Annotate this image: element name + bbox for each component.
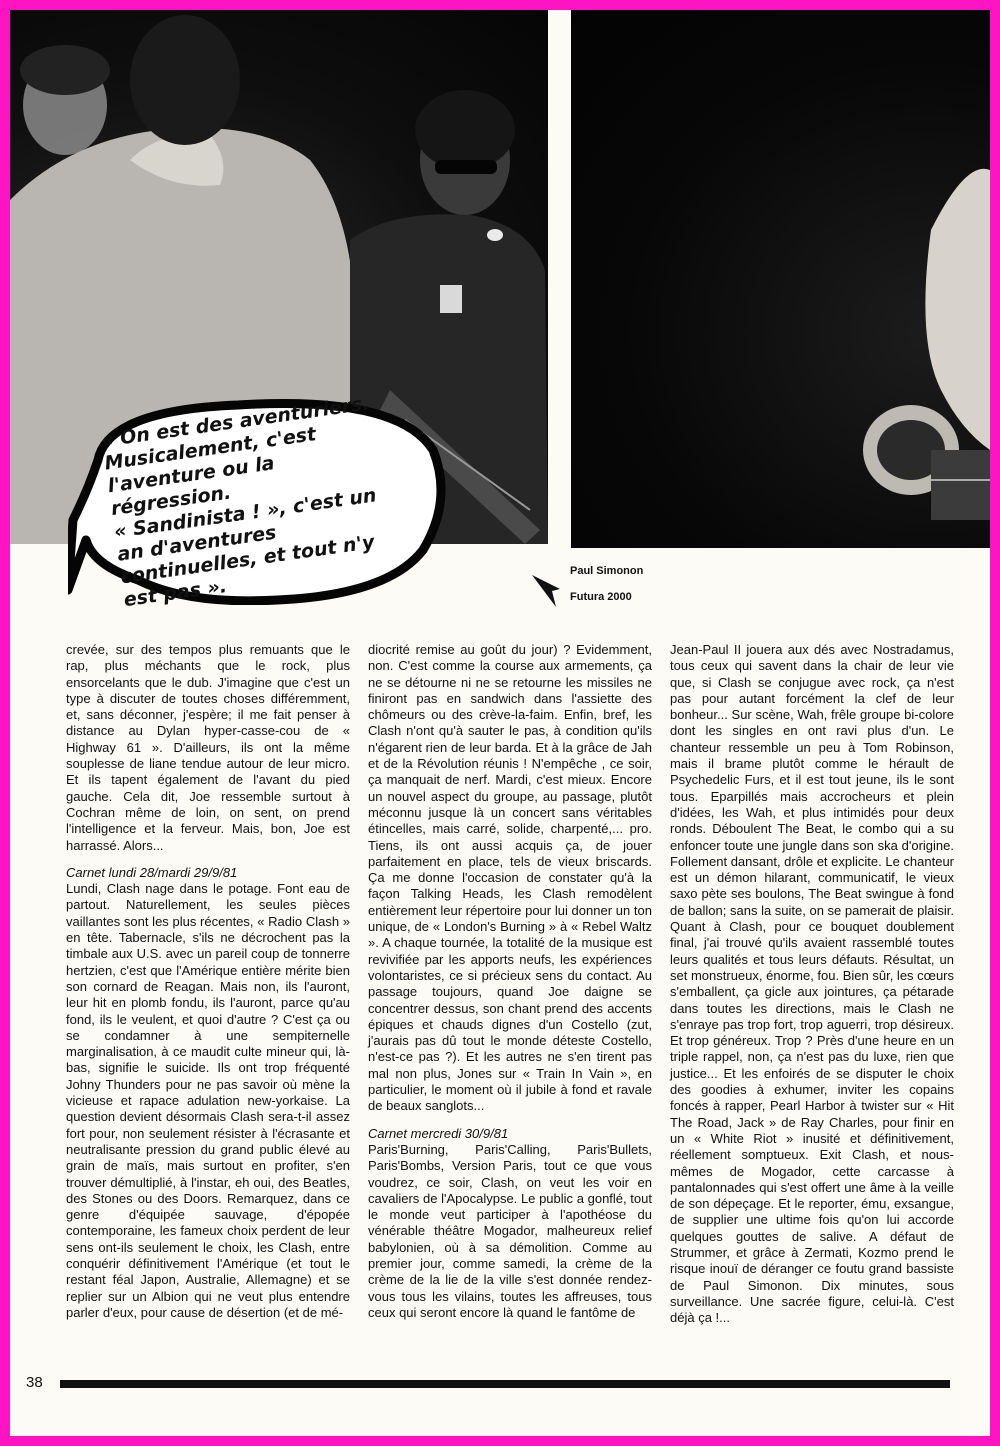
text-column-3 <box>670 642 954 1337</box>
magazine-page <box>10 10 990 1436</box>
paragraph: Paris'Burning, Paris'Calling, Paris'Bullets, Paris'Bombs, Version Paris, tout ce que vous voudrez, ce soir, Clash, on veut les voir en cavaliers de l'Apocalypse. Le public a gonflé, tout le monde veut participer à l'apothéose du vénérable théâtre Mogador, malheureux relief babylonien, où à sa démolition. Comme au premier jour, comme samedi, la crème de la crème de la lie de la ville s'est donnée rendez-vous tous les vilains, toutes les affreuses, tous ceux qui seront encore là quand le fantôme de <box>368 1141 652 1320</box>
photo-right-silhouettes <box>571 10 990 548</box>
photo-caption <box>570 558 643 610</box>
paragraph: diocrité remise au goût du jour) ? Evidemment, non. C'est comme la course aux armements, ça ne se détourne ni ne se retourne les missiles ne finiront pas en sandwich dans l'assiette des chômeurs ou des crève-la-faim. Enfin, bref, les Clash n'ont qu'à sauter le pas, à condition qu'ils n'égarent rien de leur barda. Et à la grâce de Jah et de la Révolution réunis ! N'empêche , ce soir, ça manquait de nerf. Mardi, c'est mieux. Encore un nouvel aspect du groupe, au passage, plutôt méconnu jusque là un concert sans véritables étincelles, mais carré, solide, charpenté,... pro. Tiens, ils ont aussi acquis ça, de jouer parfaitement en place, tels de vieux briscards. Ça me donne l'occasion de constater qu'à la façon Talking Heads, les Clash remodèlent entièrement leur répertoire pour lui donner un ton unique, de « London's Burning » à « Rebel Waltz ». A chaque tournée, la totalité de la musique est revivifiée par les apports neufs, les expériences volontaristes, ce si précieux sens du contact. Au passage toujours, quand Joe daigne se concentrer dessus, son chant prend des accents épiques et chauds dignes d'un Costello (zut, j'aurais pas dû tout le monde déteste Costello, n'est-ce pas ?). Et les autres ne s'en tirent pas mal non plus, Jones sur « Train In Vain », en particulier, le moment où il jubile à fond et ravale de beaux sanglots... <box>368 642 652 1114</box>
text-column-1 <box>66 642 350 1332</box>
quote-speech-bubble <box>68 390 448 612</box>
footer-rule <box>60 1380 950 1388</box>
caption-arrow-icon <box>530 573 566 609</box>
carnet-heading: Carnet lundi 28/mardi 29/9/81 <box>66 864 238 880</box>
photo-right-bassist <box>571 10 990 548</box>
carnet-heading: Carnet mercredi 30/9/81 <box>368 1125 509 1141</box>
pull-quote: « On est des aventuriers. Musicalement, c'est l'aventure ou la régression. « Sandinista ! », c'est un an d'aventures continuelles, et tout n'y est pas ». <box>100 392 378 612</box>
caption-name-2: Futura 2000 <box>570 591 632 603</box>
paragraph: crevée, sur des tempos plus remuants que le rap, plus méchants que le rock, plus ensorcelants que le dub. J'imagine que c'est un type à discuter de toutes choses différemment, et, sans déconner, j'espère; il me fait penser à distance au Dylan hyper-casse-cou de « Highway 61 ». D'ailleurs, ils ont la même souplesse de liane tendue autour de leur micro. Et ils tapent également de l'avant du pied gauche. Cela dit, Joe ressemble surtout à Cochran même de loin, on sent, on prend l'intelligence et la ferveur. Mais, bon, Joe est harrassé. Alors... <box>66 642 350 853</box>
caption-name-1: Paul Simonon <box>570 565 644 577</box>
text-column-2 <box>368 642 652 1332</box>
paragraph: Jean-Paul II jouera aux dés avec Nostradamus, tous ceux qui savent dans la chair de leur vie que, si Clash se conjugue avec rock, ça n'est pas pour autant forcément la clef de leur bonheur... Sur scène, Wah, frêle groupe bi-colore dont les singles en ont ravi plus d'un. Le chanteur ressemble un peu à Tom Robinson, mais il brame plutôt comme le hérault de Psychedelic Furs, et il est tout jeune, ils le sont tous. Eparpillés mais accrocheurs et plein d'idées, les Wah, et plus intimidés pour deux ronds. Déboulent The Beat, le combo qui a su enfoncer toute une jungle dans son ska d'origine. Follement dansant, drôle et explicite. Le chanteur est un démon hilarant, communicatif, le vieux saxo pète ses boulons, The Beat swingue à fond de ballon; sans la suite, on se pamerait de plaisir. Quant à Clash, pour ce bouquet doublement final, j'ai trouvé qu'ils avaient rassemblé toutes leurs qualités et tous leurs défauts. Résultat, un set monstrueux, énorme, fou. Bien sûr, les cœurs s'emballent, ça gicle aux jointures, ça pétarade dans toutes les directions, mais le Clash ne s'enraye pas trop fort, trop aguerri, trop désireux. Et trop généreux. Trop ? Près d'une heure en un triple rappel, non, ça n'est pas du luxe, rien que justice... Et les enfoirés de se disputer le choix des goodies à exhumer, inviter les copains foncés à rapper, Pearl Harbor à twister sur « Hit The Road, Jack » de Ray Charles, pour finir en un « White Riot » inusité et définitivement, réellement somptueux. Exit Clash, et nous-mêmes de Mogador, cette carcasse à pantalonnades qui s'est offert une âme à la veille de son dépeçage. Et le reporter, ému, exsangue, de supplier une ultime fois qu'on lui accorde quelques gouttes de salive. A défaut de Strummer, et grâce à Zermati, Kozmo prend le risque inouï de déranger ce foutu grand bassiste de Paul Simonon. Dix minutes, sous surveillance. Une sacrée figure, celui-là. C'est déjà ça !... <box>670 642 955 1326</box>
page-number: 38 <box>26 1374 43 1391</box>
paragraph: Lundi, Clash nage dans le potage. Font eau de partout. Naturellement, les seules pièces vaillantes sont les plus récentes, « Radio Clash » en tête. Tabernacle, s'ils ne décrochent pas la timbale aux U.S. avec un pareil coup de tonnerre hertzien, c'est que l'Amérique entière mérite bien son cornard de Reagan. Mais non, ils l'auront, leur hit en plomb fondu, ils l'auront, parce qu'au fond, ils le veulent, et quoi d'autre ? C'est ça ou se condamner à une sempiternelle marginalisation, à ce maudit culte mineur qui, là-bas, signifie le suicide. Ils ont trop fréquenté Johny Thunders pour ne pas savoir où mène la vicieuse et rapace adulation new-yorkaise. La question devient désormais Clash sera-t-il assez fort pour, non seulement résister à l'écrasante et neutralisante pression du grand public élevé au grain de maïs, mais surtout en profiter, s'en trouver démultiplié, à l'instar, eh oui, des Beatles, des Stones ou des Doors. Remarquez, dans ce genre d'équipée sauvage, d'épopée contemporaine, les fameux choix perdent de leur sens ont-ils seulement le choix, les Clash, entre conquérir définitivement l'Amérique (et tout le restant féal Japon, Australie, Allemagne) et se replier sur un Albion qui ne veut plus entendre parler d'eux, pour cause de désertion (et de mé- <box>66 881 350 1320</box>
